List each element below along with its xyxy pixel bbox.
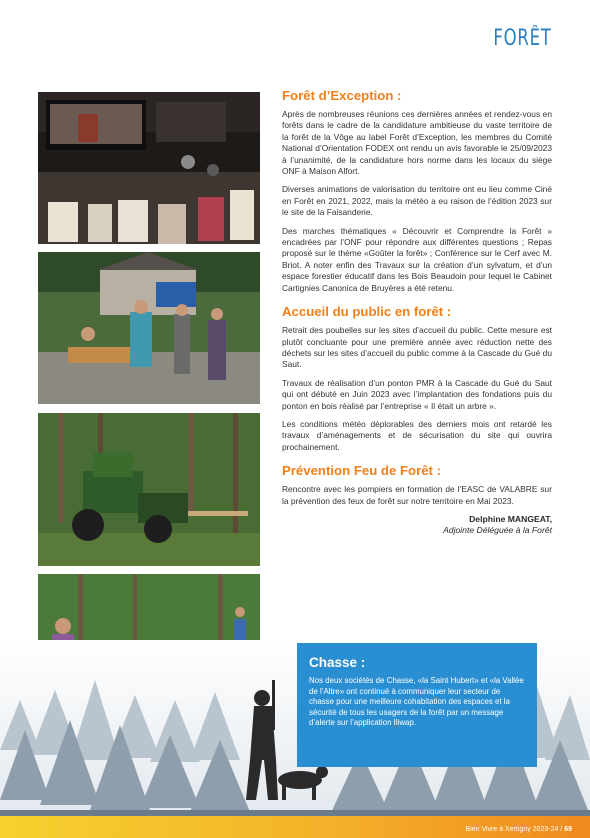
- paragraph: Travaux de réalisation d’un ponton PMR à la Cascade du Gué du Saut qui ont débuté en Juin 2023 avec l’implantation des fondations puis du ponton en bois réalisé par l’entreprise « Il était un arbre ».: [282, 377, 552, 411]
- heading-foret-exception: Forêt d’Exception :: [282, 88, 402, 103]
- paragraph: Les conditions météo déplorables des derniers mois ont retardé les travaux d’aménagements et de sécurisation du site qui ouvrira prochainement.: [282, 418, 552, 452]
- forest-workshop-photo: [38, 252, 260, 404]
- page-number: 69: [564, 826, 572, 833]
- signature-name: Delphine MANGEAT,: [469, 513, 552, 524]
- paragraph: Rencontre avec les pompiers en formation de l’EASC de VALABRE sur la prévention des feux de forêt sur notre territoire en Mai 2023.: [282, 484, 552, 506]
- article-content: [282, 88, 552, 537]
- footer: [465, 826, 572, 833]
- paragraph: Des marches thématiques « Découvrir et Comprendre la Forêt » encadrées par l’ONF pour répondre aux différentes questions ; Repas proposé sur le thème «Goûter la forêt» ; Conférence sur le Cerf avec M. Briot. A noter enfin des Travaux sur la création d’un sylvatum, et d’un espace forestier éducatif dans les Bois Beaudoin pour lequel le Cabinet Cartignies Canonica de Bruyères a été retenu.: [282, 225, 552, 293]
- chasse-title: Chasse :: [309, 655, 366, 670]
- forestry-machine-photo: [38, 413, 260, 566]
- signature-role: Adjointe Déléguée à la Forêt: [443, 525, 552, 536]
- chasse-info-box: [297, 643, 537, 767]
- paragraph: Diverses animations de valorisation du territoire ont eu lieu comme Ciné en Forêt en 2021, 2022, mais la météo a eu raison de l’édition 2023 sur le site de la Faisanderie.: [282, 184, 552, 218]
- heading-prevention-feu: Prévention Feu de Forêt :: [282, 463, 442, 479]
- page-header: [474, 26, 552, 51]
- chasse-text: Nos deux sociétés de Chasse, «la Saint Hubert» et «la Vallée de l’Altre» ont continué à communiquer leur secteur de chasse pour une meilleure cohabitation des espaces et la sécurité de tous les usagers de la forêt par un message d’alerte sur l’application Iliwap.: [309, 676, 524, 728]
- paragraph: Après de nombreuses réunions ces dernières années et rendez-vous en forêts dans le cadre de la candidature ambitieuse du vaste territoire de la forêt de la Vôge au label Forêt d’Exception, les membres du Comité National d’Orientation FODEX ont rendu un avis favorable le 25/09/2023 à l’unanimité, de la candidature hors norme dans les locaux du siège ONF à Maison Alfort.: [282, 109, 552, 177]
- paragraph: Retrait des poubelles sur les sites d’accueil du public. Cette mesure est plutôt concluante pour une première année avec réduction nette des déchets sur les sites d’accueil du public comme à la Cascade du Gué du Saut.: [282, 325, 552, 370]
- signature: [282, 514, 552, 537]
- section-tag: FORÊT: [493, 26, 552, 51]
- heading-accueil-public: Accueil du public en forêt :: [282, 304, 452, 320]
- footer-publication: Bien Vivre à Xertigny 2023-24 /: [465, 826, 563, 833]
- cinema-screening-photo: [38, 92, 260, 244]
